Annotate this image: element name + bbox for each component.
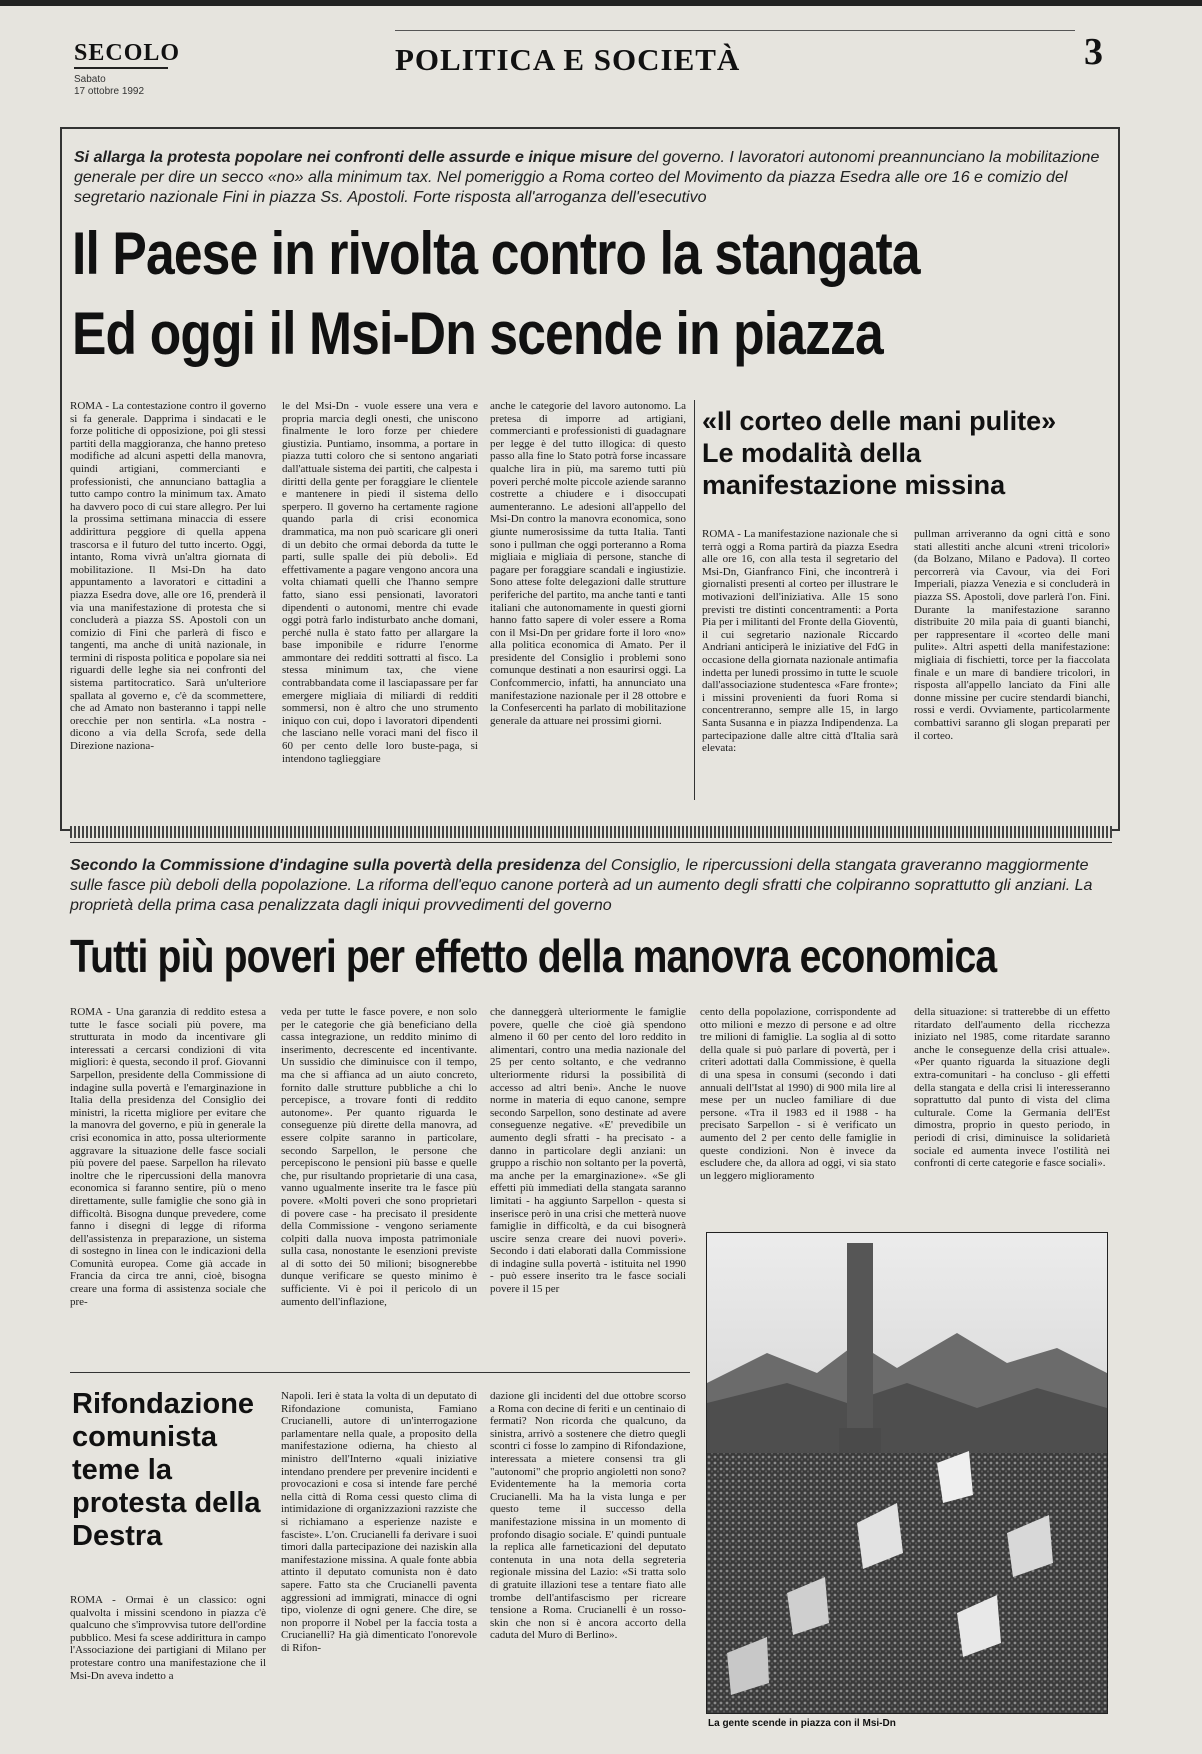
rifondazione-column-1-text: ROMA - Ormai è un classico: ogni qualvolta i missini scendono in piazza c'è qualcuno che s'improvvisa tutore dell'ordine pubblico. Mesi fa scese addirittura in campo l'Associazione dei partigiani di Milano per protestare contro una manifestazione che il Msi-Dn aveva indetto a [70, 1594, 266, 1682]
rifondazione-column-1 [70, 1594, 266, 1718]
photo-caption: La gente scende in piazza con il Msi-Dn [708, 1718, 896, 1729]
lead-story-column-3-text: anche le categorie del lavoro autonomo. La pretesa di imporre ad artigiani, commercianti e professionisti di guadagnare per legge è del tutto illogica: di questo passo alla fine lo Stato potrà forse incassare qualche lira in più, ma saremo tutti più poveri perché molte piccole aziende saranno costrette a chiudere e i disoccupati aumenteranno. Le adesioni all'appello del Msi-Dn contro la manovra economica, sono giunte numerosissime da tutta Italia. Tanti sono i pullman che oggi porteranno a Roma migliaia e migliaia di persone, stanche di pagare per foraggiare scandali e ingiustizie. Sono attese folte delegazioni dalle strutture periferiche del partito, ma anche tanti e tanti italiani che autonomamente in questi giorni hanno fatto sapere di voler essere a Roma con il Msi-Dn per gridare forte il loro «no» alla politica economica di Amato. Per il presidente del Consiglio i problemi sono comunque destinati a non esaurirsi oggi. La Confcommercio, infatti, ha annunciato una manifestazione nazionale per il 28 ottobre e la Confesercenti ha parlato di mobilitazione generale da attuare nei prossimi giorni. [490, 400, 686, 727]
poverty-column-4 [700, 1006, 896, 1224]
rifondazione-column-2 [281, 1390, 477, 1718]
poverty-story-deck-rest: del Consiglio, le ripercussioni della stangata graveranno maggiormente sulle fasce più deboli della popolazione. La riforma dell'equo canone porterà ad un aumento degli sfratti che colpiranno soprattutto gli anziani. La proprietà della prima casa penalizzata dagli iniqui provvedimenti del governo [70, 857, 1093, 914]
crowd-photo-image [707, 1233, 1107, 1713]
poverty-headline: Tutti più poveri per effetto della manovra economica [70, 930, 997, 982]
crowd-photo [706, 1232, 1108, 1714]
header-rule [395, 30, 1075, 31]
poverty-column-3-text: che danneggerà ulteriormente le famiglie povere, quelle che cioè già spendono almeno il 60 per cento del loro reddito in alimentari, contro una media nazionale del 25 per cento soltanto, e che vedranno ulteriormente ridursi la possibilità di accesso ad altri beni». Anche le nuove norme in materia di equo canone, sempre secondo Sarpellon, sono destinate ad avere conseguenze negative. «E' prevedibile un aumento degli sfratti - ha precisato - a danno in particolare degli anziani: un gruppo a rischio non soltanto per la povertà, ma anche per la emarginazione». «Se gli effetti più immediati della stangata saranno limitati - ha aggiunto Sarpellon - questa si inserisce però in una crisi che metterà nuove famiglie in difficoltà, e da cui bisognerà uscire senza creare dei nuovi poveri». Secondo i dati elaborati dalla Commissione di indagine sulla povertà - istituita nel 1990 - può essere inserito tra le fasce sociali povere il 15 per [490, 1006, 686, 1296]
corteo-column-1-text: ROMA - La manifestazione nazionale che si terrà oggi a Roma partirà da piazza Esedra alle ore 16, con alla testa il segretario del Msi-Dn, Gianfranco Fini, che incontrerà i giornalisti presenti al corteo per illustrare le motivazioni dell'iniziativa. Alle 15 sono previsti tre distinti concentramenti: a Porta Pia per i militanti del Fronte della Gioventù, il cui segretario nazionale Riccardo Andriani anticiperà le iniziative del FdG in occasione della giornata nazionale antimafia indetta per lunedì prossimo in tutte le scuole dall'associazione studentesca «Fare fronte»; i missini provenienti da fuori Roma si concentreranno, sempre alle 15, in largo Santa Susanna e in piazza Indipendenza. La partecipazione dalle altre città d'Italia sarà elevata: [702, 528, 898, 755]
rifondazione-column-3-text: dazione gli incidenti del due ottobre scorso a Roma con decine di feriti e un centinaio di fermati? Non ricorda che qualcuno, da sinistra, arrivò a sostenere che dietro quegli scontri ci fosse lo zampino di Rifondazione, interessata a mietere consensi tra gli "autonomi" che proprio angioletti non sono? Evidentemente ha la memoria corta Crucianelli. Ma ha la vista lunga e per questo teme il successo della manifestazione missina in un momento di profondo disagio sociale. E' quindi puntuale la replica alle farneticazioni del deputato contenuta in una nota della segreteria regionale missina del Lazio: «Si tratta solo di gratuite illazioni tese a tentare fiato alle trombe dell'antifascismo per ricreare tensione a Roma. Crucianelli è un rosso-skin che non si è ancora accorto della caduta del Muro di Berlino». [490, 1390, 686, 1642]
poverty-column-2 [281, 1006, 477, 1346]
corteo-title-quote: «Il corteo delle mani pulite» [702, 406, 1057, 436]
lead-story-deck-bold: Si allarga la protesta popolare nei confronti delle assurde e inique misure [74, 149, 633, 166]
rifondazione-headline: Rifondazione comunista teme la protesta della Destra [72, 1388, 261, 1552]
masthead-rule [74, 67, 168, 69]
lead-story-deck [74, 148, 1104, 208]
story-divider [70, 1372, 690, 1373]
section-separator-line [70, 842, 1112, 843]
corteo-column-2 [914, 528, 1110, 804]
lead-story-column-1 [70, 400, 266, 796]
corteo-column-1 [702, 528, 898, 804]
poverty-column-4-text: cento della popolazione, corrispondente ad otto milioni e mezzo di persone e ad oltre tre milioni di famiglie. La soglia al di sotto della quale si può parlare di povertà, per i criteri adottati dalla Commissione, è quella di una spesa in consumi (secondo i dati annuali dell'Istat al 1990) di 900 mila lire al mese per un nucleo familiare di due persone. «Tra il 1983 ed il 1988 - ha precisato Sarpellon - si è verificato un aumento del 2 per cento delle famiglie in queste condizioni. Non è invece da escludere che, da allora ad oggi, vi sia stato un leggero miglioramento [700, 1006, 896, 1182]
poverty-story-deck-bold: Secondo la Commissione d'indagine sulla povertà della presidenza [70, 857, 581, 874]
lead-headline-line-2: Ed oggi il Msi-Dn scende in piazza [72, 300, 883, 367]
rifondazione-column-2-text: Napoli. Ieri è stata la volta di un deputato di Rifondazione comunista, Famiano Crucianelli, autore di un'interrogazione parlamentare nella quale, a proposito della manifestazione odierna, ha chiesto al ministro dell'Interno «quali iniziative intendano prendere per prevenire incidenti e provocazioni e cosa si intende fare perché nella città di Roma cessi questo clima di intimidazione di organizzazioni razziste che si richiamano a esperienze naziste e fasciste». L'on. Crucianelli fa derivare i suoi timori dalla partecipazione dei naziskin alla manifestazione missina. A quale fonte abbia attinto il deputato comunista non è dato sapere. Fatto sta che Crucianelli paventa aggressioni ad immigrati, minacce di ogni tipo, violenze di ogni genere. Che dire, se non proporre il Nobel per la faccia tosta a Crucianelli? Ha già dimenticato l'onorevole di Rifon- [281, 1390, 477, 1654]
poverty-column-3 [490, 1006, 686, 1346]
lead-story-deck-rest: del governo. I lavoratori autonomi preannunciano la mobilitazione generale per dire un secco «no» alla minimum tax. Nel pomeriggio a Roma corteo del Movimento da piazza Esedra alle ore 16 e comizio del segretario nazionale Fini in piazza Ss. Apostoli. Forte risposta all'arroganza dell'esecutivo [74, 149, 1100, 206]
dateline-day: Sabato [74, 74, 106, 85]
poverty-story-deck [70, 856, 1110, 916]
poverty-column-5 [914, 1006, 1110, 1224]
rifondazione-column-3 [490, 1390, 686, 1718]
poverty-column-1-text: ROMA - Una garanzia di reddito estesa a tutte le fasce sociali più povere, ma strutturata in modo da incentivare gli interessati a cercarsi condizioni di vita migliori: è questa, secondo il prof. Giovanni Sarpellon, presidente della Commissione di indagine sulla povertà e l'emarginazione in Italia della presidenza del Consiglio dei ministri, la ricetta migliore per evitare che la manovra del governo, e più in generale la crisi economica in atto, possa ulteriormente aggravare la situazione delle fasce sociali più povere del paese. Sarpellon ha rilevato inoltre che le ripercussioni della manovra economica si faranno sentire, più o meno direttamente, sulle famiglie che sono già in difficoltà. Bisogna dunque prevedere, come fanno i disegni di legge di riforma dell'assistenza in preparazione, un sistema di sostegno in linea con le indicazioni della Comunità europea. Come già accade in Francia da circa tre anni, cioè, bisogna creare una forma di assistenza sociale che pre- [70, 1006, 266, 1308]
poverty-column-2-text: veda per tutte le fasce povere, e non solo per le categorie che già beneficiano della cassa integrazione, un reddito minimo di inserimento, decrescente ed incentivante. Un sussidio che diminuisce con il tempo, ma che si affianca ad un aiuto concreto, fornito dalle strutture pubbliche a chi lo percepisce, a trovare fonti di reddito autonome». Per quanto riguarda le conseguenze più dirette della manovra, ad essere colpite saranno in particolare, secondo Sarpellon, le persone che percepiscono le pensioni più basse e quelle che, pur risultando proprietarie di una casa, vanno ugualmente inserite tra le fasce più povere. «Molti poveri che sono proprietari di povere case - ha precisato il presidente della Commissione - vengono seriamente colpiti dalla nuova imposta patrimoniale sulla casa, nonostante le esenzioni previste al di sotto dei 50 milioni; bisognerebbe dunque verificare se questo minimo è sufficiente. Vi è poi il pericolo di un aumento dell'inflazione, [281, 1006, 477, 1308]
lead-story-column-1-text: ROMA - La contestazione contro il governo si fa generale. Dapprima i sindacati e le forze politiche di opposizione, poi gli stessi partiti della maggioranza, che hanno preteso modifiche ad alcuni aspetti della manovra, quindi artigiani, commercianti e professionisti, che annunciano battaglia a tutto campo contro la minimum tax. Amato ha davvero poco di cui stare allegro. Per lui la prossima settimana minaccia di essere addirittura peggiore di quella appena trascorsa e il futuro del tutto incerto. Oggi, intanto, Roma vivrà un'altra giornata di mobilitazione. Il Msi-Dn ha dato appuntamento a lavoratori e cittadini a piazza Esedra dove, alle ore 16, prenderà il via una manifestazione di protesta che si concluderà a piazza SS. Apostoli con un comizio di Fini che parlerà di fisco e tangenti, ma anche di unità nazionale, in termini di risposta politica e popolare sia nei riguardi delle leghe sia nei confronti del sistema partitocratico. Sarà un'ulteriore spallata al governo e, c'è da scommettere, che ad Amato non basteranno i tappi nelle orecchie per non sentirla. «La nostra - dicono a via della Scrofa, sede della Direzione naziona- [70, 400, 266, 753]
section-title: POLITICA E SOCIETÀ [395, 42, 741, 77]
masthead: SECOLO [74, 40, 181, 66]
page-number: 3 [1084, 31, 1103, 73]
dateline [74, 74, 144, 98]
lead-story-column-2 [282, 400, 478, 796]
corteo-title-line-2: Le modalità della [702, 438, 922, 468]
lead-headline-line-1: Il Paese in rivolta contro la stangata [72, 220, 920, 287]
poverty-column-1 [70, 1006, 266, 1346]
corteo-title-line-3: manifestazione missina [702, 470, 1006, 500]
lead-story-column-3 [490, 400, 686, 796]
column-rule [694, 400, 695, 800]
lead-story-column-2-text: le del Msi-Dn - vuole essere una vera e propria marcia degli onesti, che uniscono finalmente le loro forze per chiedere giustizia. Puntiamo, insomma, a portare in piazza tutti coloro che si sentono angariati dall'attuale sistema dei partiti, che calpesta i diritti della gente per foraggiare le clientele e mantenere in piedi il sistema dello sperpero. Il governo ha certamente ragione quando parla di crisi economica drammatica, ma non può scaricare gli oneri di un debito che ormai deborda da tutte le parti, sulle spalle dei più deboli». Ed effettivamente a pagare vengono ancora una volta chiamati quelli che l'hanno sempre fatto, siano essi pensionati, lavoratori dipendenti o autonomi, mentre chi evade oggi potrà farlo indisturbato anche domani, perché nulla è stato fatto per allargare la base imponibile e ridurre l'enorme ammontare dei redditi sottratti al fisco. La stessa minimum tax, che viene contrabbandata come il lasciapassare per far emergere migliaia di miliardi di redditi sommersi, non è altro che uno strumento iniquo con cui, dopo i lavoratori dipendenti che lasciano nelle voraci mani del fisco il 60 per cento delle loro buste-paga, si intendono taglieggiare [282, 400, 478, 765]
section-separator [70, 826, 1112, 838]
poverty-column-5-text: della situazione: si tratterebbe di un effetto ritardato dell'aumento della ricchezza iniziato nel 1985, come ritardate saranno anche le conseguenze della crisi attuale». «Per quanto riguarda la situazione degli extra-comunitari - ha concluso - gli effetti della stangata e della crisi li interesseranno soprattutto dal punto di vista del clima culturale. Come la Germania dell'Est dimostra, proprio in questo periodo, in periodi di crisi, diminuisce la solidarietà sociale ed aumenta invece l'ostilità nei confronti di certe categorie e fasce sociali». [914, 1006, 1110, 1170]
top-edge [0, 0, 1202, 6]
dateline-date: 17 ottobre 1992 [74, 86, 145, 97]
corteo-column-2-text: pullman arriveranno da ogni città e sono stati allestiti anche alcuni «treni tricolori» (da Bolzano, Milano e Padova). Il corteo percorrerà via Cavour, via dei Fori Imperiali, piazza Venezia e si concluderà in piazza SS. Apostoli, dove parlerà l'on. Fini. Durante la manifestazione saranno distribuite 20 mila paia di guanti bianchi, per rappresentare il «corteo delle mani pulite». Altri aspetti della manifestazione: migliaia di fischietti, torce per la fiaccolata finale e un mare di bandiere tricolori, in risposta all'appello lanciato da Fini alle donne missine per cucire stendardi bianchi, rossi e verdi. Ovviamente, particolarmente combattivi saranno gli slogan preparati per il corteo. [914, 528, 1110, 742]
